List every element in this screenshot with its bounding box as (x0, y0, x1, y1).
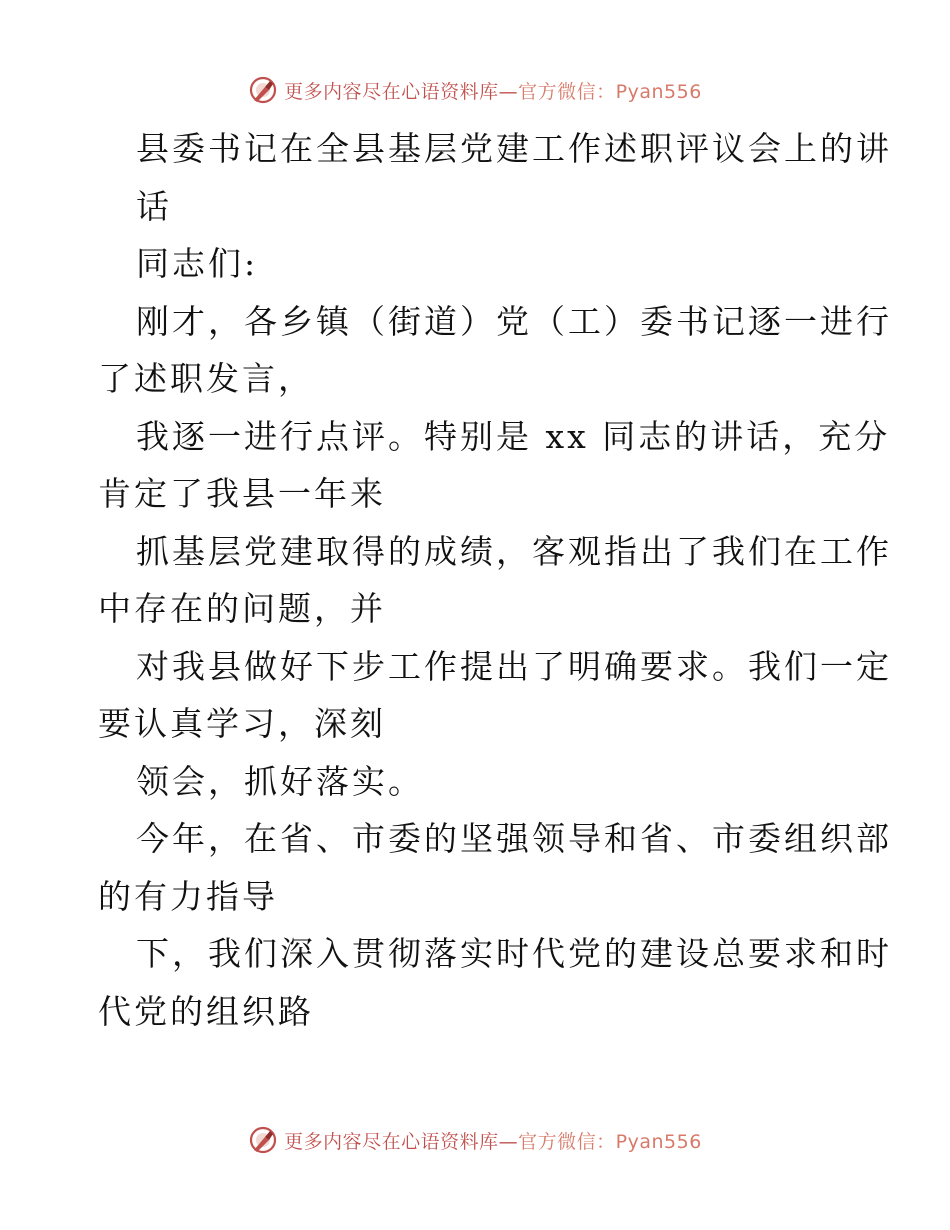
header-banner (0, 70, 950, 110)
doc-line: 今年，在省、市委的坚强领导和省、市委组织部 (136, 819, 892, 858)
doc-line: 对我县做好下步工作提出了明确要求。我们一定 (136, 646, 892, 686)
doc-line: 领会，抓好落实。 (136, 761, 424, 801)
doc-line: 了述职发言， (98, 359, 314, 398)
pen-nib-circle-icon (248, 1125, 278, 1155)
doc-line: 中存在的问题，并 (98, 589, 386, 628)
doc-line: 下，我们深入贯彻落实时代党的建设总要求和时 (136, 934, 892, 973)
pen-nib-circle-icon (248, 75, 278, 105)
doc-line: 刚才，各乡镇（街道）党（工）委书记逐一进行 (136, 301, 892, 341)
doc-line: 我逐一进行点评。特别是 xx 同志的讲话，充分 (136, 416, 891, 456)
doc-line: 的有力指导 (98, 876, 278, 916)
doc-line: 话 (136, 186, 172, 226)
doc-line: 肯定了我县一年来 (98, 474, 386, 513)
doc-line: 抓基层党建取得的成绩，客观指出了我们在工作 (136, 531, 892, 571)
footer-banner (0, 1120, 950, 1160)
doc-line: 同志们: (136, 244, 259, 283)
header-ad-text: 更多内容尽在心语资料库—官方微信：Pyan556 (284, 80, 702, 103)
doc-line: 代党的组织路 (98, 991, 314, 1031)
document-body (98, 120, 892, 1040)
footer-wechat-text: 官方微信：Pyan556 (518, 1130, 702, 1153)
doc-line: 县委书记在全县基层党建工作述职评议会上的讲 (136, 129, 892, 168)
footer-ad-text: 更多内容尽在心语资料库—官方微信：Pyan556 (284, 1130, 702, 1153)
header-wechat-text: 官方微信：Pyan556 (518, 80, 702, 103)
doc-line: 要认真学习，深刻 (98, 704, 386, 743)
